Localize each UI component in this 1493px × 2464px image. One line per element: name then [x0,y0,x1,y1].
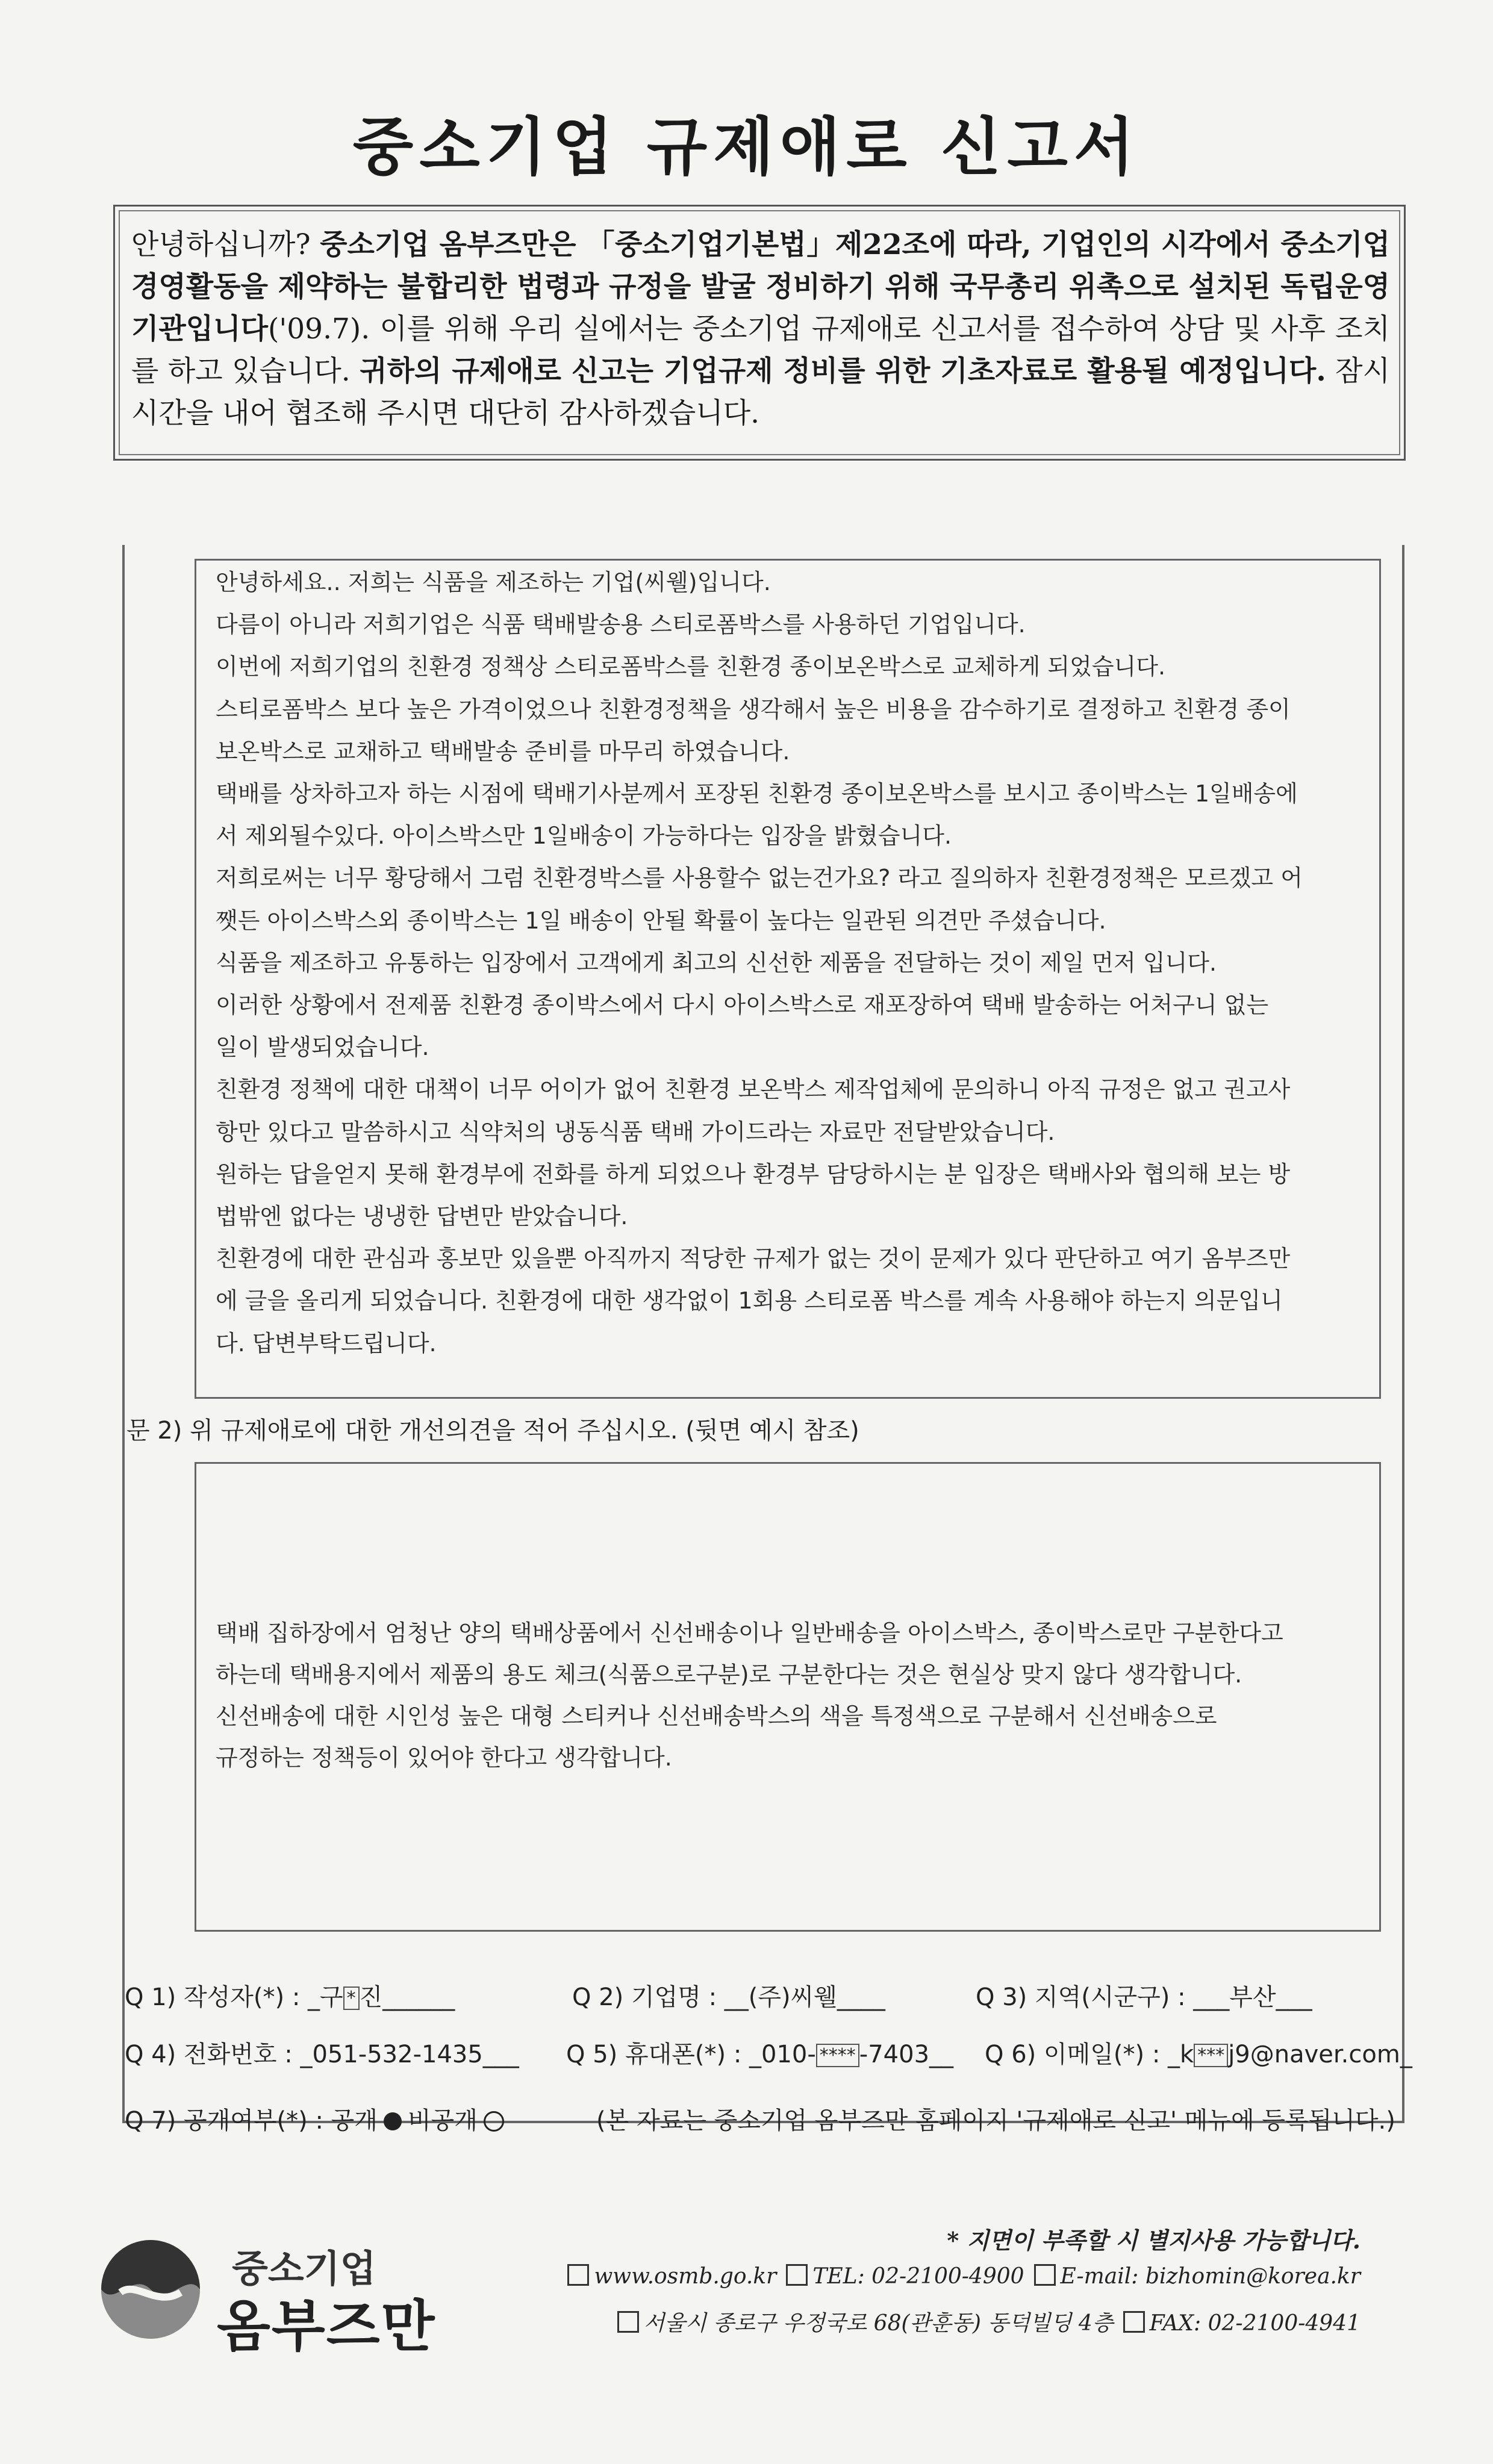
field-phone-label: Q 4) 전화번호 : [125,2041,301,2068]
text-line: 식품을 제조하고 유통하는 입장에서 고객에게 최고의 신선한 제품을 전달하는 것이 제일 먼저 입니다. [216,949,1217,976]
checkbox-icon [1123,2311,1145,2333]
text-line: 스티로폼박스 보다 높은 가격이었으나 친환경정책을 생각해서 높은 비용을 감수하기로 결정하고 친환경 종이 [216,695,1291,723]
field-region[interactable] [976,1978,1312,2012]
option-private-radio[interactable] [484,2111,504,2132]
field-phone[interactable] [125,2035,519,2070]
field-author-value-a: _구 [308,1983,343,2011]
field-visibility [125,2102,510,2136]
option-public-radio[interactable] [384,2112,402,2130]
text-line: 쨋든 아이스박스외 종이박스는 1일 배송이 안될 확률이 높다는 일관된 의견만 주셨습니다. [216,907,1106,934]
checkbox-icon [567,2264,589,2286]
text-line: 택배를 상차하고자 하는 시점에 택배기사분께서 포장된 친환경 종이보온박스를 보시고 종이박스는 1일배송에 [216,780,1298,807]
form-frame-right [1402,545,1404,2123]
footer-email[interactable]: E-mail: bizhomin@korea.kr [1060,2264,1361,2289]
field-author-mask: * [343,1986,360,2010]
page-title: 중소기업 규제애로 신고서 [352,110,1141,184]
text-line: 항만 있다고 말씀하시고 식약처의 냉동식품 택배 가이드라는 자료만 전달받았습니다. [216,1118,1055,1145]
option-public-label: 공개 [331,2107,378,2135]
q2-question-label: 문 2) 위 규제애로에 대한 개선의견을 적어 주십시오. (뒷면 예시 참조) [126,1417,859,1445]
field-email[interactable] [985,2035,1412,2070]
logo-text-line1: 중소기업 [232,2247,376,2291]
footer-note: * 지면이 부족할 시 별지사용 가능합니다. [947,2227,1361,2254]
field-mobile-mask: **** [816,2044,859,2067]
text-line: 에 글을 올리게 되었습니다. 친환경에 대한 생각없이 1회용 스티로폼 박스를 계속 사용해야 하는지 의문입니 [216,1287,1283,1314]
field-phone-value: _051-532-1435___ [300,2041,519,2068]
text-line: 일이 발생되었습니다. [216,1034,429,1061]
intro-bold-1: 중소기업 옴부즈만은 「중소기업기본법」제22조에 따라, 기업인의 시각에서 중소기업 경영활동을 제약하는 불합리한 법령과 규정을 발굴 정비하기 위해 국무총리 위촉으로 설치된 독립운영기관입니다 [131,228,1390,346]
text-line: 친환경 정책에 대한 대책이 너무 어이가 없어 친환경 보온박스 제작업체에 문의하니 아직 규정은 없고 권고사 [216,1076,1291,1103]
field-company-value: __(주)씨웰____ [724,1983,885,2011]
form-frame-left [122,545,125,2123]
intro-text [131,224,1390,435]
field-mobile-label: Q 5) 휴대폰(*) : [566,2041,750,2068]
field-email-label: Q 6) 이메일(*) : [985,2041,1168,2068]
text-line: 신선배송에 대한 시인성 높은 대형 스티커나 신선배송박스의 색을 특정색으로 구분해서 신선배송으로 [216,1703,1217,1729]
field-author-label: Q 1) 작성자(*) : [125,1983,308,2011]
footer-contact-line-2 [608,2306,1361,2337]
field-email-value-b: j9@naver.com_ [1228,2041,1412,2068]
text-line: 이러한 상황에서 전제품 친환경 종이박스에서 다시 아이스박스로 재포장하여 택배 발송하는 어처구니 없는 [216,992,1269,1019]
text-line: 택배 집하장에서 엄청난 양의 택배상품에서 신선배송이나 일반배송을 아이스박스, 종이박스로만 구분한다고 [216,1620,1283,1646]
logo-text-line2: 옴부즈만 [217,2294,436,2359]
footer-website[interactable]: www.osmb.go.kr [594,2264,777,2289]
footer-tel: TEL: 02-2100-4900 [812,2264,1024,2289]
field-region-label: Q 3) 지역(시군구) : [976,1983,1194,2011]
field-mobile-value-a: _010- [749,2041,816,2068]
footer-contact-line-1 [558,2264,1361,2289]
checkbox-icon [617,2311,639,2333]
checkbox-icon [786,2264,808,2286]
text-line: 보온박스로 교채하고 택배발송 준비를 마무리 하였습니다. [216,738,790,765]
field-company-label: Q 2) 기업명 : [572,1983,725,2011]
ombudsman-logo-icon [96,2235,205,2344]
field-email-value-a: _k [1168,2041,1194,2068]
field-company[interactable] [572,1978,885,2012]
text-line: 규정하는 정책등이 있어야 한다고 생각합니다. [216,1744,672,1771]
footer-fax: FAX: 02-2100-4941 [1149,2311,1361,2336]
text-line: 원하는 답을얻지 못해 환경부에 전화를 하게 되었으나 환경부 담당하시는 분 입장은 택배사와 협의해 보는 방 [216,1160,1291,1187]
text-line: 저희로써는 너무 황당해서 그럼 친환경박스를 사용할수 없는건가요? 라고 질의하자 친환경정책은 모르겠고 어 [216,865,1303,892]
intro-bold-2: 귀하의 규제애로 신고는 기업규제 정비를 위한 기초자료로 활용될 예정입니다. [360,355,1326,388]
field-mobile-value-b: -7403__ [859,2041,954,2068]
field-author-value-b: 진______ [359,1983,455,2011]
text-line: 친환경에 대한 관심과 홍보만 있을뿐 아직까지 적당한 규제가 없는 것이 문제가 있다 판단하고 여기 옴부즈만 [216,1245,1291,1272]
text-line: 서 제외될수있다. 아이스박스만 1일배송이 가능하다는 입장을 밝혔습니다. [216,823,952,850]
checkbox-icon [1034,2264,1056,2286]
text-line: 하는데 택배용지에서 제품의 용도 체크(식품으로구분)로 구분한다는 것은 현실상 맞지 않다 생각합니다. [216,1661,1242,1688]
field-visibility-label: Q 7) 공개여부(*) : [125,2107,331,2135]
field-email-mask: *** [1194,2044,1228,2067]
q1-answer-text [216,561,1366,1364]
field-region-value: ___부산___ [1193,1983,1312,2011]
text-line: 안녕하세요.. 저희는 식품을 제조하는 기업(씨웰)입니다. [216,569,771,596]
text-line: 다름이 아니라 저희기업은 식품 택배발송용 스티로폼박스를 사용하던 기업입니다. [216,611,1026,638]
intro-plain-2: 잠시 시간을 내어 협조해 주시면 대단히 감사하겠습니다. [131,355,1390,430]
option-private-label: 비공개 [407,2107,478,2135]
q2-answer-text [216,1613,1366,1779]
text-line: 다. 답변부탁드립니다. [216,1330,437,1357]
disclaimer: (본 자료는 중소기업 옴부즈만 홈페이지 '규제애로 신고' 메뉴에 등록됩니다.) [596,2107,1395,2135]
intro-plain-1: ('09.7). 이를 위해 우리 실에서는 중소기업 규제애로 신고서를 접수하여 상담 및 사후 조치를 하고 있습니다. [131,313,1390,388]
field-author[interactable] [125,1978,455,2012]
text-line: 법밖엔 없다는 냉냉한 답변만 받았습니다. [216,1203,628,1230]
text-line: 이번에 저희기업의 친환경 정책상 스티로폼박스를 친환경 종이보온박스로 교체하게 되었습니다. [216,653,1166,680]
intro-greeting: 안녕하십니까? [131,228,320,261]
field-mobile[interactable] [566,2035,953,2070]
footer-address: 서울시 종로구 우정국로 68(관훈동) 동덕빌딩 4층 [643,2311,1114,2336]
